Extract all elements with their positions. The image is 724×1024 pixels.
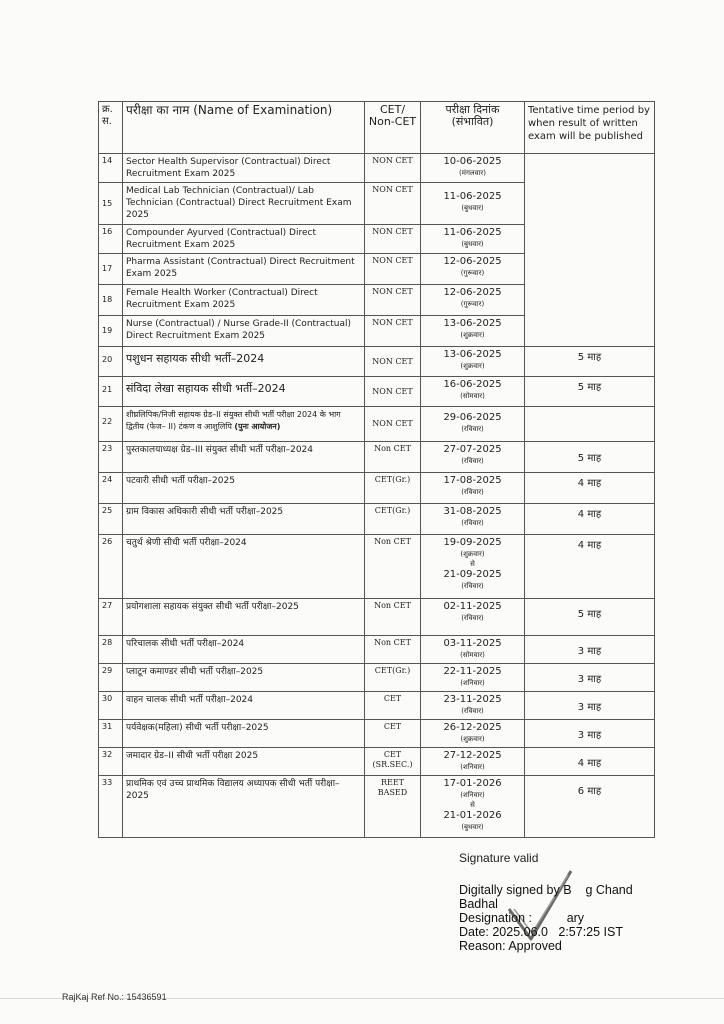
row-cet: NON CET bbox=[365, 407, 421, 442]
row-name: Pharma Assistant (Contractual) Direct Recruitment Exam 2025 bbox=[123, 254, 365, 285]
signature-line-designation: Designation : ary bbox=[459, 911, 585, 925]
row-cet: Non CET bbox=[365, 599, 421, 636]
row-date bbox=[421, 664, 525, 692]
row-date bbox=[421, 442, 525, 473]
row-name bbox=[123, 407, 365, 442]
row-name-text: शीघ्रलिपिक/निजी सहायक ग्रेड–II संयुक्त सीधी भर्ती परीक्षा 2024 के भाग द्वितीय (फेज– II) टंकण व आशुलिपि bbox=[126, 410, 341, 431]
row-cet: REET BASED bbox=[365, 776, 421, 838]
row-name: ग्राम विकास अधिकारी सीधी भर्ती परीक्षा–2025 bbox=[123, 504, 365, 535]
row-name: परिचालक सीधी भर्ती परीक्षा–2024 bbox=[123, 636, 365, 664]
day-value: (रविवार) bbox=[461, 519, 484, 527]
row-cet: NON CET bbox=[365, 285, 421, 316]
table-row bbox=[99, 442, 655, 473]
date-value: 16-06-2025 bbox=[443, 379, 502, 390]
row-cet: NON CET bbox=[365, 347, 421, 377]
day-value: (बुधवार) bbox=[461, 240, 484, 248]
row-name: प्लाटून कमाण्डर सीधी भर्ती परीक्षा–2025 bbox=[123, 664, 365, 692]
row-sr: 29 bbox=[99, 664, 123, 692]
date-value: 22-11-2025 bbox=[443, 666, 502, 677]
date-value: 02-11-2025 bbox=[443, 601, 502, 612]
date-value: 03-11-2025 bbox=[443, 638, 502, 649]
table-row bbox=[99, 720, 655, 748]
row-date bbox=[421, 473, 525, 504]
row-date bbox=[421, 377, 525, 407]
row-sr: 33 bbox=[99, 776, 123, 838]
row-cet: NON CET bbox=[365, 154, 421, 183]
table-row bbox=[99, 154, 655, 183]
date-value-2: 21-09-2025 bbox=[443, 569, 502, 580]
row-date bbox=[421, 720, 525, 748]
row-date bbox=[421, 183, 525, 225]
day-value: (सोमवार) bbox=[460, 651, 485, 659]
row-sr: 21 bbox=[99, 377, 123, 407]
row-tentative: 3 माह bbox=[525, 692, 655, 720]
table-header-row bbox=[99, 102, 655, 154]
row-sr: 14 bbox=[99, 154, 123, 183]
row-tentative: 4 माह bbox=[525, 473, 655, 504]
day-value: (शुक्रवार) bbox=[460, 362, 485, 370]
row-cet: Non CET bbox=[365, 442, 421, 473]
table-row bbox=[99, 473, 655, 504]
row-cet: NON CET bbox=[365, 225, 421, 254]
date-value: 13-06-2025 bbox=[443, 318, 502, 329]
row-date bbox=[421, 316, 525, 347]
row-cet: CET(Gr.) bbox=[365, 473, 421, 504]
date-value: 23-11-2025 bbox=[443, 694, 502, 705]
day-value: (शनिवार) bbox=[460, 679, 485, 687]
row-tentative-empty bbox=[525, 407, 655, 442]
row-name: प्रयोगशाला सहायक संयुक्त सीधी भर्ती परीक्षा–2025 bbox=[123, 599, 365, 636]
row-cet: Non CET bbox=[365, 535, 421, 599]
row-tentative: 3 माह bbox=[525, 664, 655, 692]
row-date bbox=[421, 599, 525, 636]
date-value: 31-08-2025 bbox=[443, 506, 502, 517]
row-cet: NON CET bbox=[365, 183, 421, 225]
day-value: (रविवार) bbox=[461, 707, 484, 715]
row-cet: CET (SR.SEC.) bbox=[365, 748, 421, 776]
date-value-2: 21-01-2026 bbox=[443, 810, 502, 821]
date-value: 13-06-2025 bbox=[443, 349, 502, 360]
row-name: संविदा लेखा सहायक सीधी भर्ती–2024 bbox=[123, 377, 365, 407]
row-cet: CET bbox=[365, 720, 421, 748]
row-name: पर्यवेक्षक(महिला) सीधी भर्ती परीक्षा–2025 bbox=[123, 720, 365, 748]
row-date bbox=[421, 504, 525, 535]
day-value: (गुरूवार) bbox=[460, 269, 485, 277]
day-value: (शनिवार) bbox=[460, 791, 485, 799]
row-name: Nurse (Contractual) / Nurse Grade-II (Contractual) Direct Recruitment Exam 2025 bbox=[123, 316, 365, 347]
day-value: (रविवार) bbox=[461, 614, 484, 622]
row-name: वाहन चालक सीधी भर्ती परीक्षा–2024 bbox=[123, 692, 365, 720]
row-tentative: 3 माह bbox=[525, 636, 655, 664]
row-date bbox=[421, 254, 525, 285]
row-cet: Non CET bbox=[365, 636, 421, 664]
header-cet: CET/ Non-CET bbox=[365, 102, 421, 154]
row-sr: 26 bbox=[99, 535, 123, 599]
row-sr: 15 bbox=[99, 183, 123, 225]
row-cet: CET(Gr.) bbox=[365, 664, 421, 692]
row-tentative: 5 माह bbox=[525, 347, 655, 377]
row-sr: 24 bbox=[99, 473, 123, 504]
day-value: (गुरूवार) bbox=[460, 300, 485, 308]
header-sr: क्र. स. bbox=[99, 102, 123, 154]
header-tentative: Tentative time period by when result of written exam will be published bbox=[525, 102, 655, 154]
table-row bbox=[99, 636, 655, 664]
row-date bbox=[421, 407, 525, 442]
row-date bbox=[421, 748, 525, 776]
header-date: परीक्षा दिनांक (संभावित) bbox=[421, 102, 525, 154]
row-sr: 32 bbox=[99, 748, 123, 776]
signature-line-date: Date: 2025.06.0 2:57:25 IST bbox=[459, 925, 624, 939]
date-value: 11-06-2025 bbox=[443, 191, 502, 202]
date-value: 19-09-2025 bbox=[443, 537, 502, 548]
row-date bbox=[421, 692, 525, 720]
day-value: (रविवार) bbox=[461, 457, 484, 465]
signature-valid-label: Signature valid bbox=[459, 851, 539, 865]
row-cet: NON CET bbox=[365, 377, 421, 407]
table-row bbox=[99, 347, 655, 377]
row-sr: 25 bbox=[99, 504, 123, 535]
row-name: चतुर्थ श्रेणी सीधी भर्ती परीक्षा–2024 bbox=[123, 535, 365, 599]
row-cet: NON CET bbox=[365, 254, 421, 285]
table-row bbox=[99, 748, 655, 776]
footer-ref-number: RajKaj Ref No.: 15436591 bbox=[62, 992, 167, 1002]
date-separator: से bbox=[470, 560, 475, 568]
row-name: Medical Lab Technician (Contractual)/ Lab Technician (Contractual) Direct Recruitment Exam 2025 bbox=[123, 183, 365, 225]
exam-schedule-table bbox=[98, 101, 655, 838]
date-value: 17-01-2026 bbox=[443, 778, 502, 789]
row-tentative: 4 माह bbox=[525, 748, 655, 776]
row-name: Compounder Ayurved (Contractual) Direct Recruitment Exam 2025 bbox=[123, 225, 365, 254]
row-date bbox=[421, 347, 525, 377]
row-name: Sector Health Supervisor (Contractual) Direct Recruitment Exam 2025 bbox=[123, 154, 365, 183]
table-row bbox=[99, 377, 655, 407]
signature-line-name: Badhal bbox=[459, 897, 498, 911]
row-sr: 20 bbox=[99, 347, 123, 377]
row-date bbox=[421, 535, 525, 599]
row-sr: 19 bbox=[99, 316, 123, 347]
row-tentative: 6 माह bbox=[525, 776, 655, 838]
row-sr: 30 bbox=[99, 692, 123, 720]
row-tentative: 5 माह bbox=[525, 599, 655, 636]
signature-line-signed-by: Digitally signed by B g Chand bbox=[459, 883, 633, 897]
row-date bbox=[421, 154, 525, 183]
row-sr: 28 bbox=[99, 636, 123, 664]
row-sr: 16 bbox=[99, 225, 123, 254]
signature-line-reason: Reason: Approved bbox=[459, 939, 562, 953]
row-date bbox=[421, 636, 525, 664]
day-value: (शुक्रवार) bbox=[460, 331, 485, 339]
row-tentative: 3 माह bbox=[525, 720, 655, 748]
row-name: Female Health Worker (Contractual) Direct Recruitment Exam 2025 bbox=[123, 285, 365, 316]
row-name: प्राथमिक एवं उच्च प्राथमिक विद्यालय अध्यापक सीधी भर्ती परीक्षा–2025 bbox=[123, 776, 365, 838]
row-name: पशुधन सहायक सीधी भर्ती–2024 bbox=[123, 347, 365, 377]
row-name-bold: (पुनः आयोजन) bbox=[234, 422, 281, 431]
date-value: 27-12-2025 bbox=[443, 750, 502, 761]
day-value-2: (रविवार) bbox=[461, 582, 484, 590]
row-cet: NON CET bbox=[365, 316, 421, 347]
day-value: (रविवार) bbox=[461, 425, 484, 433]
row-name: पुस्तकालयाध्यक्ष ग्रेड–III संयुक्त सीधी भर्ती परीक्षा–2024 bbox=[123, 442, 365, 473]
header-name: परीक्षा का नाम (Name of Examination) bbox=[123, 102, 365, 154]
row-sr: 27 bbox=[99, 599, 123, 636]
table-row bbox=[99, 535, 655, 599]
table-row bbox=[99, 692, 655, 720]
date-value: 17-08-2025 bbox=[443, 475, 502, 486]
row-tentative-merged bbox=[525, 154, 655, 347]
table-row bbox=[99, 776, 655, 838]
row-cet: CET(Gr.) bbox=[365, 504, 421, 535]
day-value: (बुधवार) bbox=[461, 204, 484, 212]
date-value: 26-12-2025 bbox=[443, 722, 502, 733]
date-value: 12-06-2025 bbox=[443, 287, 502, 298]
day-value: (रविवार) bbox=[461, 488, 484, 496]
table-row bbox=[99, 664, 655, 692]
row-sr: 18 bbox=[99, 285, 123, 316]
row-tentative: 5 माह bbox=[525, 377, 655, 407]
row-date bbox=[421, 285, 525, 316]
row-name: जमादार ग्रेड–II सीधी भर्ती परीक्षा 2025 bbox=[123, 748, 365, 776]
day-value: (शुक्रवार) bbox=[460, 550, 485, 558]
table-row bbox=[99, 504, 655, 535]
row-sr: 17 bbox=[99, 254, 123, 285]
row-sr: 22 bbox=[99, 407, 123, 442]
day-value: (मंगलवार) bbox=[459, 169, 486, 177]
day-value: (सोमवार) bbox=[460, 392, 485, 400]
date-value: 29-06-2025 bbox=[443, 412, 502, 423]
row-sr: 31 bbox=[99, 720, 123, 748]
row-date bbox=[421, 776, 525, 838]
row-sr: 23 bbox=[99, 442, 123, 473]
date-value: 10-06-2025 bbox=[443, 156, 502, 167]
day-value: (शुक्रवार) bbox=[460, 735, 485, 743]
row-tentative: 4 माह bbox=[525, 504, 655, 535]
row-tentative: 5 माह bbox=[525, 442, 655, 473]
date-value: 12-06-2025 bbox=[443, 256, 502, 267]
date-value: 27-07-2025 bbox=[443, 444, 502, 455]
row-cet: CET bbox=[365, 692, 421, 720]
row-tentative: 4 माह bbox=[525, 535, 655, 599]
digital-signature-block bbox=[459, 883, 633, 953]
table-row bbox=[99, 599, 655, 636]
day-value: (शनिवार) bbox=[460, 763, 485, 771]
day-value-2: (बुधवार) bbox=[461, 823, 484, 831]
date-separator: से bbox=[470, 801, 475, 809]
date-value: 11-06-2025 bbox=[443, 227, 502, 238]
table-row bbox=[99, 407, 655, 442]
row-date bbox=[421, 225, 525, 254]
row-name: पटवारी सीधी भर्ती परीक्षा–2025 bbox=[123, 473, 365, 504]
